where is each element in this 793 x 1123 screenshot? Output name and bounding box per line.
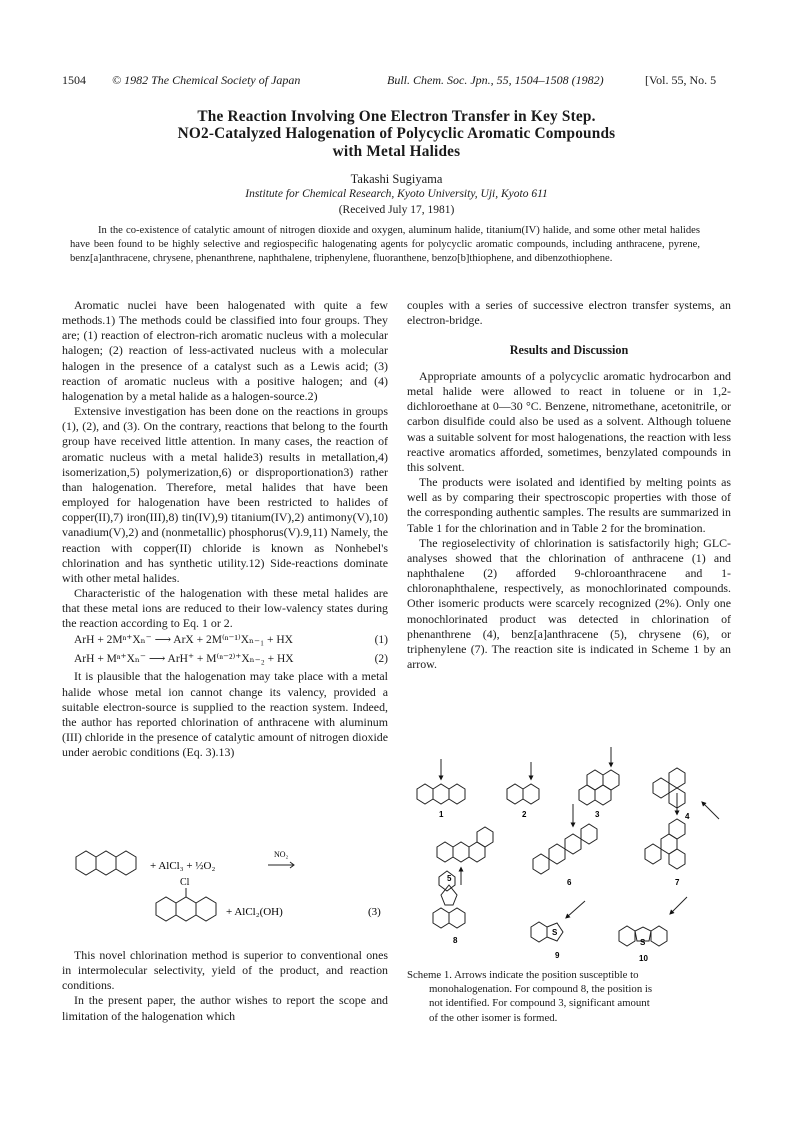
intro-paragraph-1: Aromatic nuclei have been halogenated with quite a few methods.1) The methods could be classified into four groups. They are; (1) reaction of electron-rich aromatic nucleus with a molecular halogen; (2) reaction of less-activated nucleus with a molecular halogen in the presence of a catalyst such as a Lewis acid; (3) reaction of aromatic nucleus with a positive halogen; and (4) halogenation by a metal halide as a halogen-source.2) xyxy=(62,298,388,403)
scheme-caption: Scheme 1. Arrows indicate the position susceptible to monohalogenation. For compound 8, the position is not identified. For compound 3, significant amount of the other isomer is formed. xyxy=(407,969,653,1024)
compound-2-naphthalene xyxy=(507,762,539,804)
author: Takashi Sugiyama xyxy=(350,172,443,186)
svg-text:+ AlCl₃ + ½O₂: + AlCl₃ + ½O₂ xyxy=(150,860,216,872)
sulfur-label-9: S xyxy=(552,928,558,937)
label-compound-3: 3 xyxy=(595,810,600,819)
left-column-bottom xyxy=(62,948,388,1024)
intro-paragraph-4: It is plausible that the halogenation may take place with a metal halide whose metal ion cannot change its valency, provided a suitable electron-source is supplied to the reaction system. Indeed, the author has reported chlorination of anthracene with aluminum (III) chloride in the presence of catalytic amount of nitrogen dioxide under aerobic conditions (Eq. 3).13) xyxy=(62,669,388,760)
label-compound-5: 5 xyxy=(447,874,452,883)
results-paragraph-3: The regioselectivity of chlorination is satisfactorily high; GLC-analyses showed that the chlorination of anthracene (1) and naphthalene (2) afforded 9-chloroanthracene and 1-chloronaphthalene, respectively, as monochlorinated compounds. Other isomeric products were scarcely recognized (2%). Only one monochlorinated product was detected in chlorination of phenanthrene (4), benz[a]anthracene (5), chrysene (6), or triphenylene (7). The reaction site is indicated in Scheme 1 by an arrow. xyxy=(407,535,731,671)
compound-3-pyrene xyxy=(579,747,619,805)
compound-5-benzanthracene xyxy=(437,827,493,885)
label-compound-4: 4 xyxy=(685,812,690,821)
received-date: (Received July 17, 1981) xyxy=(338,204,455,216)
right-column-top xyxy=(407,298,731,328)
label-compound-10: 10 xyxy=(639,954,648,963)
compound-6-chrysene xyxy=(533,804,597,874)
intro-paragraph-6: In the present paper, the author wishes to report the scope and limitation of the halogenation which xyxy=(62,993,388,1023)
equation-3-diagram xyxy=(62,845,392,945)
label-compound-9: 9 xyxy=(555,951,560,960)
results-paragraph-1: Appropriate amounts of a polycyclic aromatic hydrocarbon and metal halide were allowed to react in toluene or in 1,2-dichloroethane at 0—30 °C. Benzene, nitromethane, acetonitrile, or carbon disulfide could also be used as a solvent. Although toluene was a suitable solvent for most halogenations, the reaction with less reactive aromatics afforded, sometimes, benzylated compounds in this solvent. xyxy=(407,369,731,474)
institution: Institute for Chemical Research, Kyoto University, Uji, Kyoto 611 xyxy=(245,188,548,200)
continuation-paragraph: couples with a series of successive electron transfer systems, an electron-bridge. xyxy=(407,298,731,328)
label-compound-2: 2 xyxy=(522,810,527,819)
results-paragraph-2: The products were isolated and identified by melting points as well as by comparing their spectroscopic properties with those of the corresponding authentic samples. The results are summarized in Table 1 for the chlorination and in Table 2 for the bromination. xyxy=(407,475,731,535)
label-compound-6: 6 xyxy=(567,878,572,887)
right-column xyxy=(407,369,731,672)
svg-text:(3): (3) xyxy=(368,906,381,918)
page-number: 1504 xyxy=(62,73,86,87)
intro-paragraph-2: Extensive investigation has been done on the reactions in groups (1), (2), and (3). On the contrary, reactions that belong to the fourth group have received little attention. In many cases, the reaction of aromatic nucleus with a metal halide3) results in metallation,4) isomerization,5) polymerization,6) or disproportionation3) rather than halogenation. Therefore, metal halides that have been employed for halogenation have been restricted to halides of copper(II),7) iron(III),8) tin(IV),9) titanium(IV),2) antimony(V),10) vanadium(V),2) and (nonmetallic) phosphorus(V).9,11) Namely, the reaction with copper(II) chloride is known as Nonhebel's chlorination and has synthetic utility.12) Side-reactions dominate with other metal halides. xyxy=(62,404,388,585)
section-heading: Results and Discussion xyxy=(509,343,629,357)
label-compound-7: 7 xyxy=(675,878,680,887)
sulfur-label-10: S xyxy=(640,938,646,947)
title-line-3: with Metal Halides xyxy=(332,143,461,160)
copyright: © 1982 The Chemical Society of Japan xyxy=(112,73,301,87)
title-line-2: NO2-Catalyzed Halogenation of Polycyclic Aromatic Compounds xyxy=(177,125,616,142)
compound-10-dibenzothiophene xyxy=(619,897,687,946)
label-compound-1: 1 xyxy=(439,810,444,819)
equation-2: ArH + Mⁿ⁺Xₙ⁻ ⟶ ArH⁺ + M⁽ⁿ⁻²⁾⁺Xₙ₋₂ + HX (2) xyxy=(74,653,388,666)
volume-info: [Vol. 55, No. 5 xyxy=(645,73,717,87)
svg-text:+ AlCl₂(OH): + AlCl₂(OH) xyxy=(226,906,283,918)
intro-paragraph-5: This novel chlorination method is superior to conventional ones in intermolecular selectivity, yield of the product, and reaction conditions. xyxy=(62,948,388,993)
journal-citation: Bull. Chem. Soc. Jpn., 55, 1504–1508 (1982) xyxy=(387,73,604,87)
compound-7-triphenylene xyxy=(645,793,685,869)
label-compound-8: 8 xyxy=(453,936,458,945)
compound-1-anthracene xyxy=(417,759,465,804)
left-column xyxy=(62,298,388,760)
svg-text:Cl: Cl xyxy=(180,877,190,888)
title-line-1: The Reaction Involving One Electron Transfer in Key Step. xyxy=(197,108,596,125)
abstract: In the co-existence of catalytic amount of nitrogen dioxide and oxygen, aluminum halide, titanium(IV) halide, and some other metal halides have been found to be highly selective and regiospecific halogenating agents for polycyclic aromatic compounds, including anthracene, pyrene, benz[a]anthracene, chrysene, phenanthrene, naphthalene, triphenylene, fluoranthene, benzo[b]thiophene, and dibenzothiophene. xyxy=(70,225,700,265)
svg-text:NO₂: NO₂ xyxy=(274,850,289,859)
intro-paragraph-3: Characteristic of the halogenation with these metal halides are that these metal ions are reduced to their low-valency states during the reaction according to Eq. 1 or 2. xyxy=(62,585,388,631)
compound-9-benzothiophene xyxy=(531,901,585,942)
scheme-1-structures xyxy=(407,745,731,965)
equation-1: ArH + 2Mⁿ⁺Xₙ⁻ ⟶ ArX + 2M⁽ⁿ⁻¹⁾Xₙ₋₁ + HX (1) xyxy=(74,634,388,647)
